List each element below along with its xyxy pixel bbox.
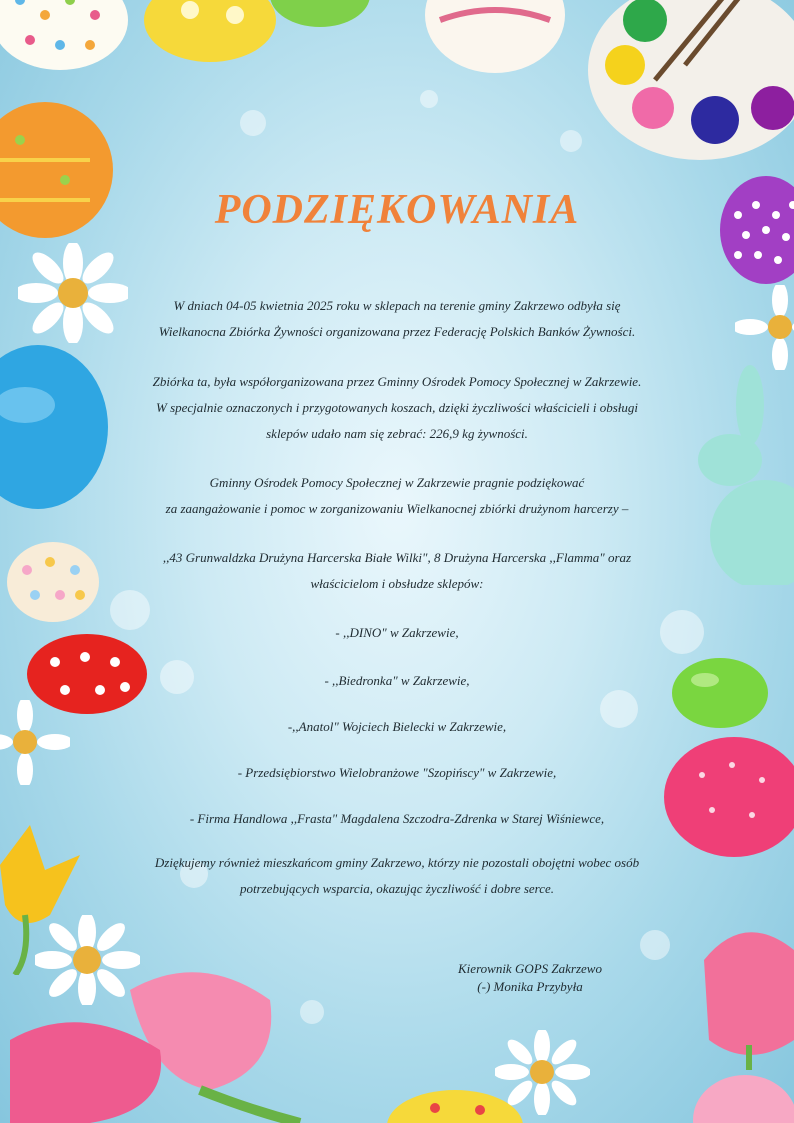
letter-body: [90, 850, 704, 902]
paragraph-line: Zbiórka ta, była współorganizowana przez Gminny Ośrodek Pomocy Społecznej w Zakrzewie.: [152, 374, 642, 389]
store-item: - ,,Biedronka" w Zakrzewie,: [324, 673, 470, 688]
pink-tulip-icon: [0, 960, 310, 1123]
bokeh-light: [560, 130, 582, 152]
letter-body: [90, 369, 704, 447]
pastel-egg-icon: [5, 540, 100, 625]
dotted-egg-icon: [0, 0, 130, 80]
store-item: -,,Anatol" Wojciech Bielecki w Zakrzewie,: [287, 719, 507, 734]
paragraph-line: za zaangażowanie i pomoc w zorganizowaniu Wielkanocnej zbiórki drużynom harcerzy –: [165, 501, 629, 516]
signature-role: Kierownik GOPS Zakrzewo: [458, 961, 602, 976]
pink-tulip-icon: [694, 920, 794, 1070]
daisy-icon: [735, 285, 794, 370]
paragraph-line: potrzebujących wsparcia, okazując życzliwość i dobre serce.: [239, 881, 555, 896]
bunny-icon: [690, 365, 794, 585]
paragraph-line: W dniach 04-05 kwietnia 2025 roku w sklepach na terenie gminy Zakrzewo odbyła się: [173, 298, 621, 313]
letter-body: [90, 545, 704, 597]
bokeh-light: [420, 90, 438, 108]
paragraph-line: W specjalnie oznaczonych i przygotowanych koszach, dzięki życzliwości właścicieli i obsługi: [155, 400, 638, 415]
store-list: [90, 620, 704, 832]
green-egg-icon: [270, 0, 370, 30]
letter-body: [90, 293, 704, 345]
page-title: PODZIĘKOWANIA: [214, 187, 580, 233]
store-item: - Przedsiębiorstwo Wielobranżowe "Szopińscy" w Zakrzewie,: [237, 765, 557, 780]
white-egg-icon: [420, 0, 570, 75]
yellow-egg-icon: [385, 1088, 525, 1123]
bokeh-light: [240, 110, 266, 136]
paragraph-line: Dziękujemy również mieszkańcom gminy Zakrzewo, którzy nie pozostali obojętni wobec osób: [154, 855, 640, 870]
paint-palette-icon: [585, 0, 794, 165]
store-item: - Firma Handlowa ,,Frasta" Magdalena Szczodra-Zdrenka w Starej Wiśniewce,: [189, 811, 605, 826]
paragraph-line: właścicielom i obsłudze sklepów:: [310, 576, 484, 591]
paragraph-line: Wielkanocna Zbiórka Żywności organizowana przez Federację Polskich Banków Żywności.: [158, 324, 636, 339]
paragraph-line: Gminny Ośrodek Pomocy Społecznej w Zakrzewie pragnie podziękować: [209, 475, 585, 490]
store-item: - ,,DINO" w Zakrzewie,: [335, 625, 459, 640]
pink-egg-icon: [690, 1070, 794, 1123]
daisy-icon: [0, 700, 70, 785]
bokeh-light: [640, 930, 670, 960]
paragraph-line: ,,43 Grunwaldzka Drużyna Harcerska Białe Wilki", 8 Drużyna Harcerska ,,Flamma" oraz: [162, 550, 632, 565]
signature-name: (-) Monika Przybyła: [477, 979, 583, 994]
signature-block: [420, 960, 640, 996]
yellow-egg-icon: [140, 0, 280, 65]
paragraph-line: sklepów udało nam się zebrać: 226,9 kg żywności.: [266, 426, 528, 441]
letter-body: [90, 470, 704, 522]
